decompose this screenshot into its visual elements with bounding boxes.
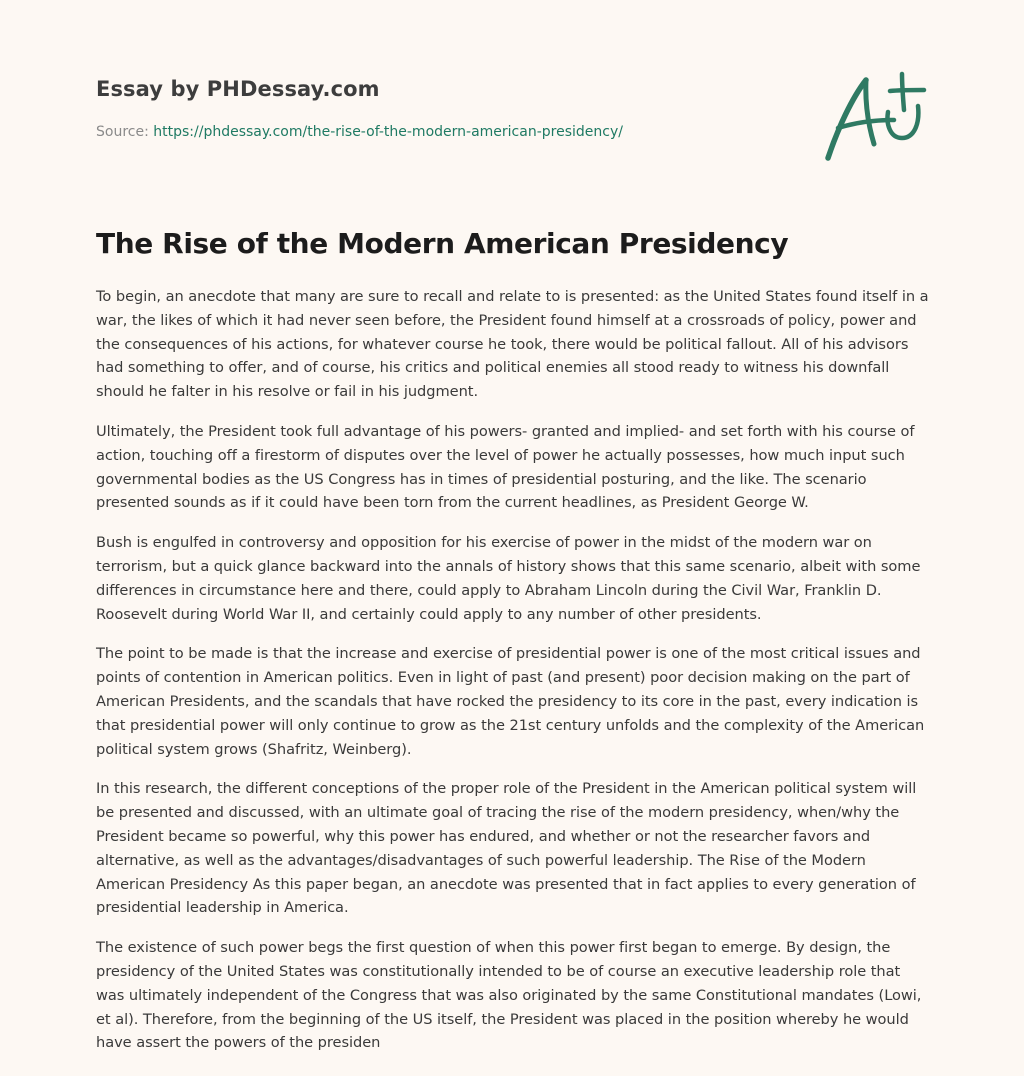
paragraph: The existence of such power begs the first question of when this power first began to emerge. By design, the presidency of the United States was constitutionally intended to be of course an executive leadership role that was ultimately independent of the Congress that was also originated by the same Constitutional mandates (Lowi, et al). Therefore, from the beginning of the US itself, the President was placed in the position whereby he would have assert the powers of the presiden [96, 939, 922, 1052]
paragraph: The point to be made is that the increase and exercise of presidential power is one of the most critical issues and points of contention in American politics. Even in light of past (and present) poor decision making on the part of American Presidents, and the scandals that have rocked the presidency to its core in the past, every indication is that presidential power will only continue to grow as the 21st century unfolds and the complexity of the American political system grows (Shafritz, Weinberg). [96, 645, 925, 758]
essay-body [96, 285, 930, 1071]
a-plus-logo-icon [818, 66, 928, 166]
paragraph: Bush is engulfed in controversy and opposition for his exercise of power in the midst of the modern war on terrorism, but a quick glance backward into the annals of history shows that this same scenario, albeit with some differences in circumstance here and there, could apply to Abraham Lincoln during the Civil War, Franklin D. Roosevelt during World War II, and certainly could apply to any number of other presidents. [96, 534, 921, 623]
site-title: Essay by PHDessay.com [96, 77, 380, 101]
paragraph: Ultimately, the President took full advantage of his powers- granted and implied- and set forth with his course of action, touching off a firestorm of disputes over the level of power he actually possesses, how much input such governmental bodies as the US Congress has in times of presidential posturing, and the like. The scenario presented sounds as if it could have been torn from the current headlines, as President George W. [96, 422, 915, 512]
paragraph: In this research, the different conceptions of the proper role of the President in the American political system will be presented and discussed, with an ultimate goal of tracing the rise of the modern presidency, when/why the President became so powerful, why this power has endured, and whether or not the researcher favors and alternative, as well as the advantages/disadvantages of such powerful leadership. The Rise of the Modern American Presidency As this paper began, an anecdote was presented that in fact applies to every generation of presidential leadership in America. [96, 780, 917, 917]
source-label: Source: [96, 124, 154, 140]
page-title: The Rise of the Modern American Presidency [96, 227, 789, 260]
paragraph: To begin, an anecdote that many are sure to recall and relate to is presented: as the United States found itself in a war, the likes of which it had never seen before, the President found himself at a crossroads of policy, power and the consequences of his actions, for whatever course he took, there would be political fallout. All of his advisors had something to offer, and of course, his critics and political enemies all stood ready to witness his downfall should he falter in his resolve or fail in his judgment. [96, 288, 929, 401]
source-line [96, 122, 796, 142]
source-link[interactable]: https://phdessay.com/the-rise-of-the-modern-american-presidency/ [153, 124, 623, 140]
essay-header [96, 74, 796, 142]
